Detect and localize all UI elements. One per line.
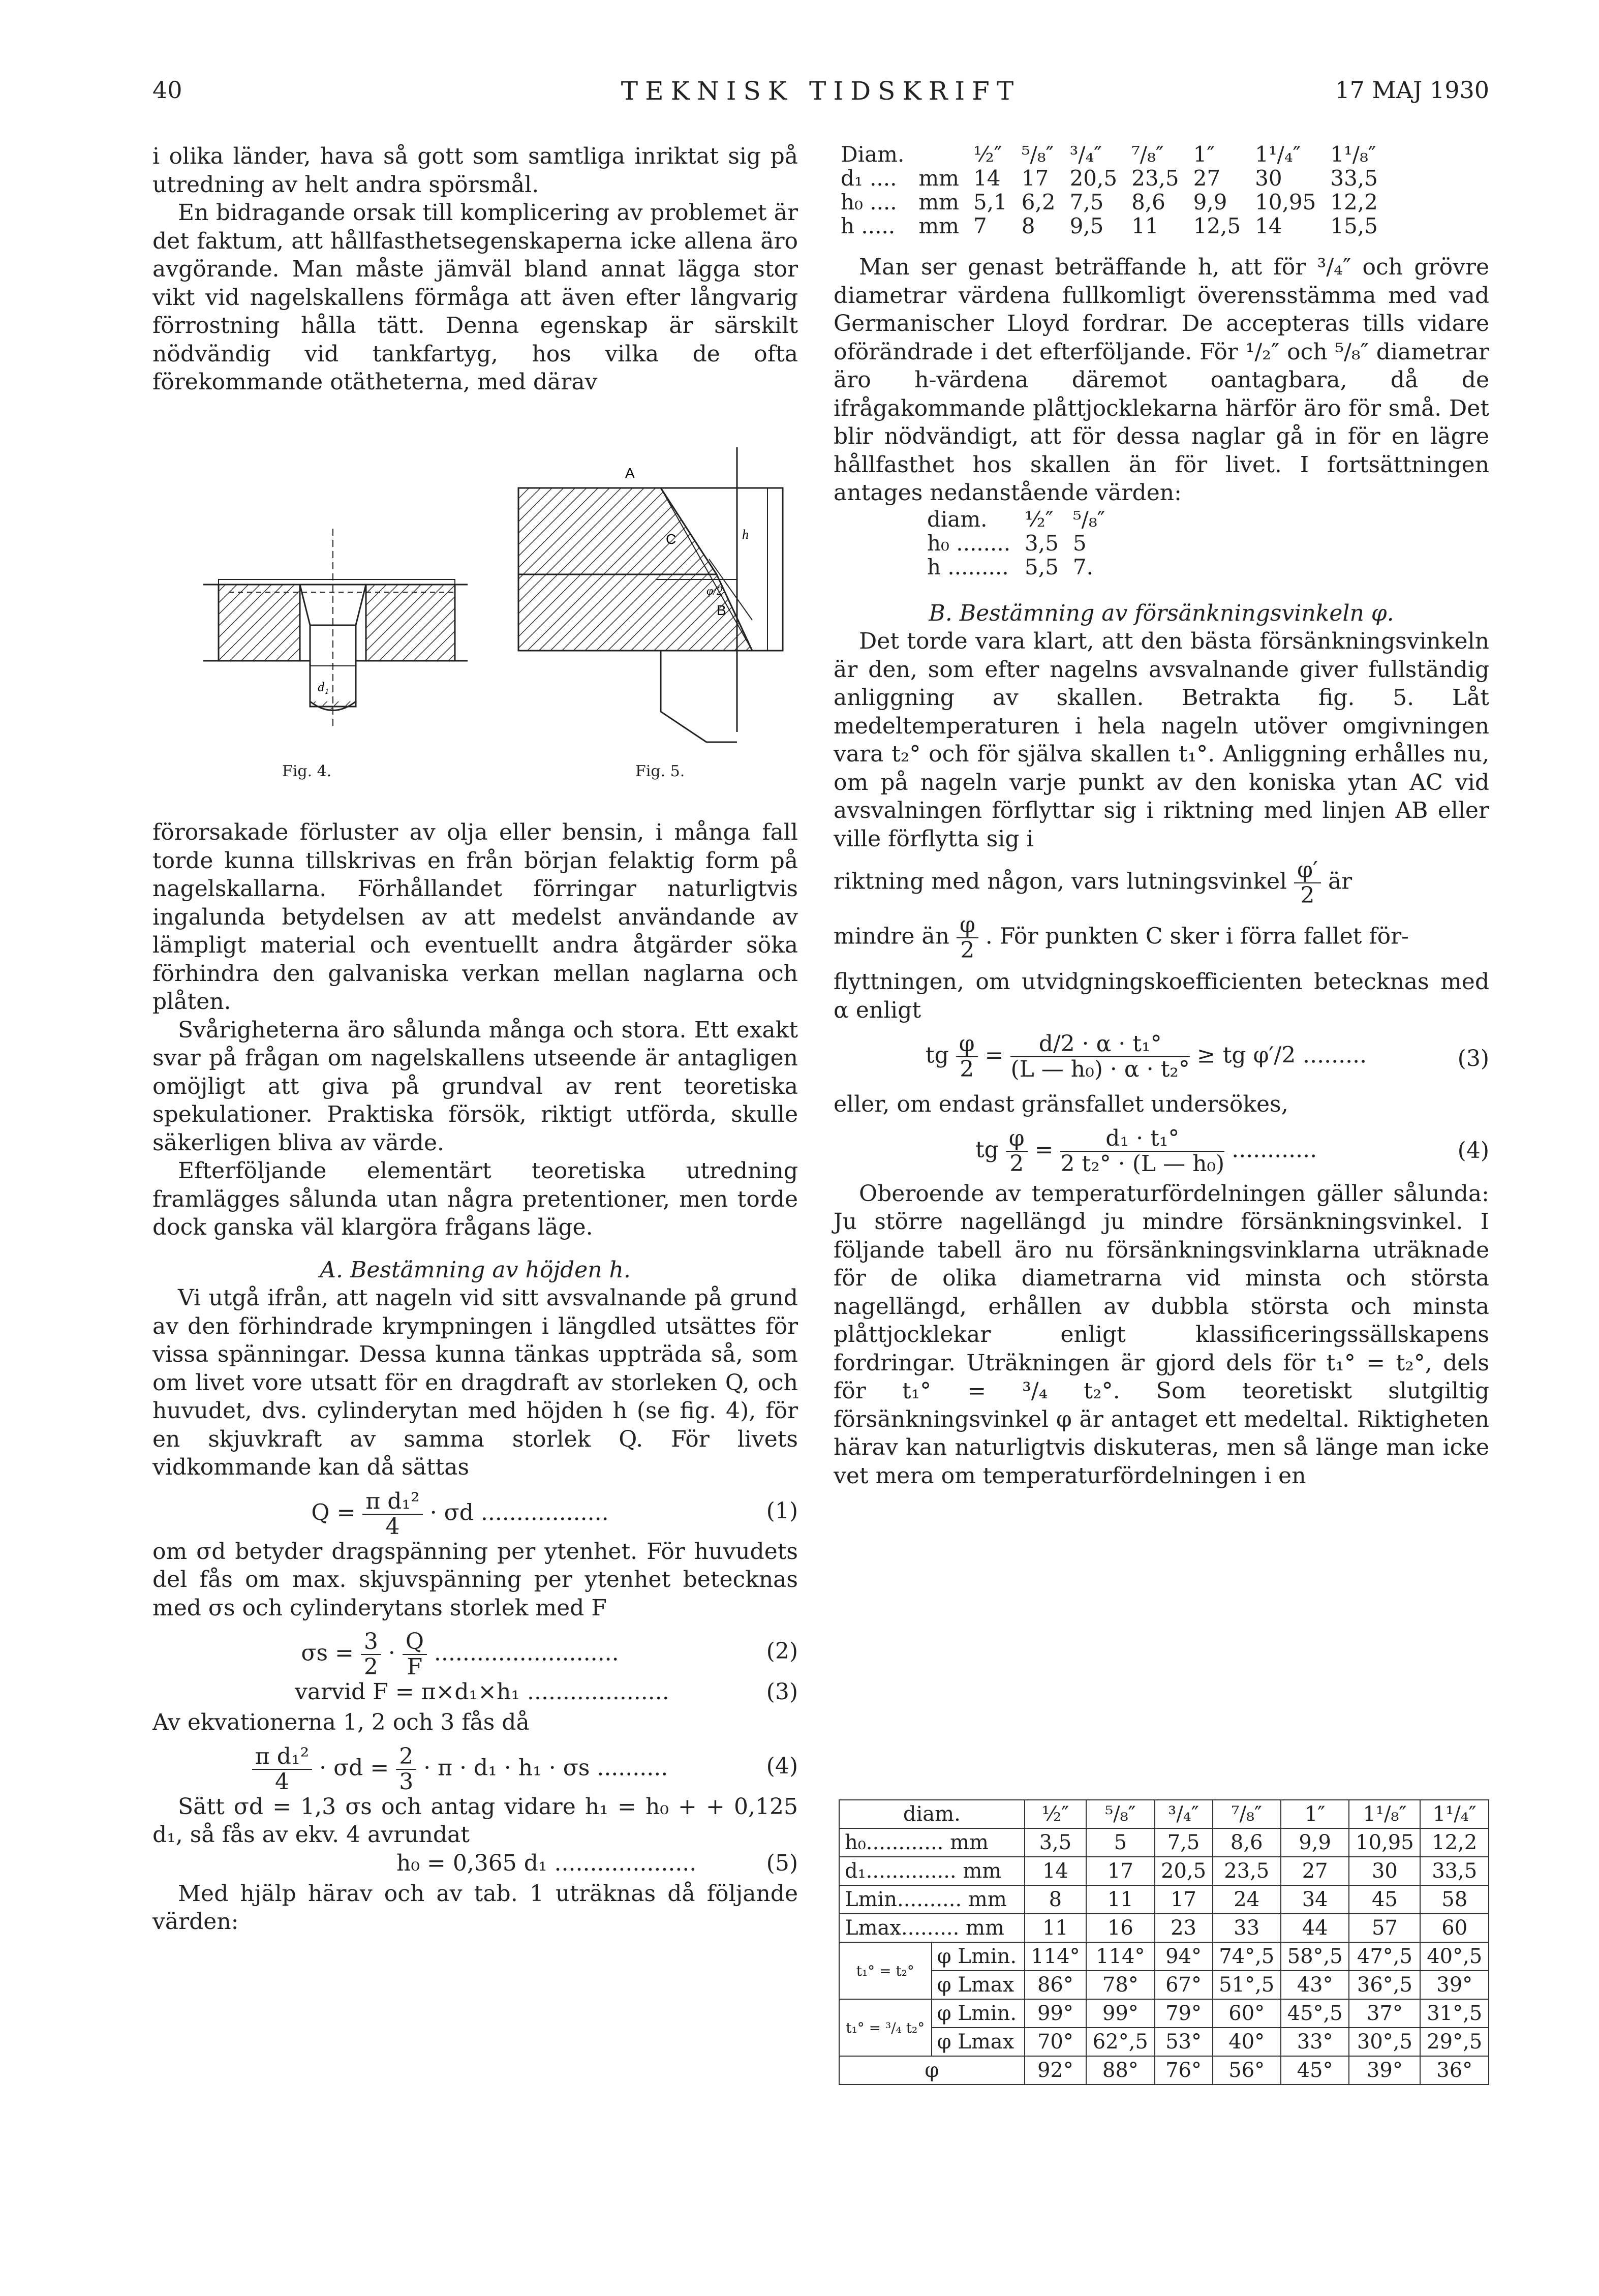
table-cell: 7,5	[1155, 1828, 1213, 1857]
table-cell: Lmax......... mm	[839, 1914, 1025, 1942]
table-cell: 6,2	[1021, 190, 1056, 215]
table-cell: 39°	[1349, 2056, 1420, 2085]
table-cell: 27	[1193, 166, 1221, 191]
eq-r3-rhs: ≥ tg φ′/2 .........	[1196, 1042, 1367, 1068]
table-row	[839, 1942, 1489, 1971]
eq-r3-number: (3)	[1457, 1046, 1489, 1072]
table-cell: 53°	[1155, 2028, 1213, 2056]
paragraph: Sätt σd = 1,3 σs och antag vidare h₁ = h₀ + + 0,125 d₁, så fås av ekv. 4 avrundat	[152, 1793, 798, 1848]
table-header-row	[834, 142, 1385, 166]
table-cell: 23,5	[1131, 166, 1179, 191]
text-fragment: . För punkten C sker i förra fallet för-	[985, 923, 1409, 950]
table-cell: 17	[1086, 1857, 1154, 1885]
table-cell: ³/₄″	[1069, 142, 1102, 167]
table-cell: 5,5	[1025, 554, 1059, 579]
table-cell: 8,6	[1213, 1828, 1281, 1857]
section-heading-a: A. Bestämning av höjden h.	[320, 1257, 631, 1283]
eq4-num1: π d₁²	[252, 1744, 312, 1770]
table-cell: 23,5	[1213, 1857, 1281, 1885]
table-cell: 12,5	[1193, 213, 1241, 238]
table-cell: 39°	[1420, 1971, 1489, 1999]
table-cell: 56°	[1213, 2056, 1281, 2085]
fig5-drawing	[518, 447, 783, 742]
eq1-rhs: · σd ..................	[429, 1499, 609, 1525]
text-fragment: mindre än	[834, 923, 949, 950]
table-cell: 34	[1281, 1885, 1349, 1914]
table-row	[839, 1971, 1489, 1999]
table-row	[834, 214, 1385, 238]
table-cell: 3,5	[1025, 1828, 1086, 1857]
table-cell: 5,1	[973, 190, 1007, 215]
table-header-row	[920, 507, 1112, 531]
table-cell: Lmin.......... mm	[839, 1885, 1025, 1914]
table-cell: h₀ ....	[841, 190, 897, 215]
table-cell: 15,5	[1330, 213, 1378, 238]
paragraph: Med hjälp härav och av tab. 1 uträknas då följande värden:	[152, 1880, 798, 1935]
paragraph: Svårigheterna äro sålunda många och stora. Ett exakt svar på frågan om nagelskallens utseende är antagligen omöjligt att giva på grundval av rent teoretiska spekulationer. Praktiska försök, riktigt utförda, skulle säkerligen bliva av värde.	[152, 1017, 798, 1156]
equation-r4: tg $\frac{\varphi}{2}$ = $\frac{\text{d₁ · t₁°}}{\text{2 t₂° · (L — h₀)}}$ ............ (4)	[975, 1125, 1489, 1177]
table-cell: 43°	[1281, 1971, 1349, 1999]
table-cell: 20,5	[1155, 1857, 1213, 1885]
section-heading-b: B. Bestämning av försänkningsvinkeln φ.	[929, 600, 1394, 626]
equation-2: σs = $\frac{3}{2}$ · $\frac{Q}{F}$ .......................... (2)	[301, 1629, 798, 1680]
table-header-row	[839, 1800, 1489, 1828]
table-cell: 79°	[1155, 1999, 1213, 2028]
table-cell: 23	[1155, 1914, 1213, 1942]
table-row	[920, 531, 1112, 555]
paragraph: i olika länder, hava så gott som samtliga inriktat sig på utredning av helt andra spörsmål.	[152, 143, 798, 198]
eq4-num2: 2	[396, 1744, 416, 1770]
eq-r3-lnum: φ	[956, 1032, 978, 1057]
paragraph: En bidragande orsak till komplicering av problemet är det faktum, att hållfasthetsegenskaperna icke allena äro avgörande. Man måste jämväl bland annat lägga stor vikt vid nagelskallens förmåga att även efter långvarig förrostning hålla tätt. Denna egenskap är särskilt nödvändig vid tankfartyg, hos vilka de ofta förekommande otätheterna, med därav	[152, 200, 798, 395]
text-fragment: riktning med någon, vars lutningsvinkel	[834, 868, 1287, 895]
table-cell: 31°,5	[1420, 1999, 1489, 2028]
eq4-den1: 4	[274, 1768, 289, 1795]
fig5-label-a: A	[625, 465, 635, 481]
table-cell: 14	[1025, 1857, 1086, 1885]
paragraph: Vi utgå ifrån, att nageln vid sitt avsvalnande på grund av den förhindrade krympningen i längdled utsättes för vissa spänningar. Dessa kunna tänkas uppträda så, som om livet vore utsatt för en dragdraft av storleken Q, och huvudet, dvs. cylinderytan med höjden h (se fig. 4), för en skjuvkraft av samma storlek Q. För livets vidkommande kan då sättas	[152, 1285, 798, 1480]
table-header-cell: ³/₄″	[1155, 1800, 1213, 1828]
frac-num: φ′	[1294, 858, 1321, 883]
paragraph: förorsakade förluster av olja eller bensin, i många fall torde kunna tillskrivas en från början felaktig form på nagelskallarna. Förhållandet förringar naturligtvis ingalunda betydelsen av att medelst användande av lämpligt material och eventuellt andra åtgärder söka förhindra den galvaniska verkan mellan naglarna och plåten.	[152, 819, 798, 1015]
journal-title: TEKNISK TIDSKRIFT	[621, 76, 1021, 106]
table-cell: 47°,5	[1349, 1942, 1420, 1971]
eq2-dots: ..........................	[434, 1640, 619, 1666]
eq2-lhs: σs =	[301, 1640, 354, 1666]
table-cell: 5	[1086, 1828, 1154, 1857]
table-row	[839, 1999, 1489, 2028]
table-cell: 16	[1086, 1914, 1154, 1942]
table-cell: 57	[1349, 1914, 1420, 1942]
table-cell: 12,2	[1330, 190, 1378, 215]
right-column	[834, 142, 1489, 1490]
table-cell: d₁.............. mm	[839, 1857, 1025, 1885]
eq2-num1: 3	[361, 1630, 381, 1655]
table-cell: 45°,5	[1281, 1999, 1349, 2028]
table-cell: 11	[1131, 213, 1159, 238]
table-cell: 17	[1155, 1885, 1213, 1914]
table-row	[839, 1857, 1489, 1885]
table-cell: 60°	[1213, 1999, 1281, 2028]
paragraph: Oberoende av temperaturfördelningen gäller sålunda: Ju större nagellängd ju mindre försänkningsvinkel. I följande tabell äro nu försänkningsvinklarna uträknade för de olika diametrarna vid minsta och största nagellängd, erhållen av dubbla största och minsta plåttjocklekar enligt klassificeringssällskapens fordringar. Uträkningen är gjord dels för t₁° = t₂°, dels för t₁° = ³/₄ t₂°. Som teoretiskt slutgiltig försänkningsvinkel φ är antaget ett medeltal. Riktigheten härav kan naturligtvis diskuteras, men så länge man icke vet mera om temperaturfördelningen i en	[834, 1180, 1489, 1489]
equation-1	[152, 1482, 798, 1538]
table-cell: 40°,5	[1420, 1942, 1489, 1971]
paragraph: eller, om endast gränsfallet undersökes,	[834, 1091, 1288, 1117]
table-cell: mm	[918, 190, 959, 215]
frac-den: 2	[960, 937, 975, 963]
eq5-text: h₀ = 0,365 d₁ ....................	[396, 1850, 697, 1876]
eq-r4-tg: tg	[975, 1137, 999, 1162]
running-header	[152, 76, 1489, 117]
equation-4	[152, 1737, 798, 1793]
table-row	[839, 1828, 1489, 1857]
table-cell: 1¹/₈″	[1330, 142, 1376, 167]
group-label: t₁° = ³/₄ t₂°	[839, 1999, 932, 2056]
table-cell: 86°	[1025, 1971, 1086, 1999]
table-header-cell: 1¹/₄″	[1420, 1800, 1489, 1828]
table-cell: diam.	[927, 506, 988, 532]
paragraph-inline-fraction	[834, 858, 1489, 908]
table-cell: 11	[1086, 1885, 1154, 1914]
group-label: t₁° = t₂°	[839, 1942, 932, 1999]
table-row	[920, 555, 1112, 579]
eq2-den1: 2	[363, 1654, 378, 1680]
table-cell: 36°,5	[1349, 1971, 1420, 1999]
table-row	[834, 166, 1385, 190]
eq4-mid: · σd =	[319, 1755, 389, 1781]
table-header-cell: diam.	[839, 1800, 1025, 1828]
table-cell: 45	[1349, 1885, 1420, 1914]
table-row	[839, 2028, 1489, 2056]
eq4-den2: 3	[399, 1768, 414, 1795]
eq1-den: 4	[385, 1513, 400, 1540]
equation-3	[152, 1678, 798, 1708]
table-cell: 30	[1255, 166, 1282, 191]
table-cell: 24	[1213, 1885, 1281, 1914]
table-cell: Diam.	[841, 142, 905, 167]
eq3-number: (3)	[766, 1679, 798, 1705]
small-diameter-table	[920, 507, 1112, 579]
table-cell: ½″	[973, 142, 1002, 167]
table-cell: 10,95	[1349, 1828, 1420, 1857]
table-cell: φ Lmin.	[932, 1942, 1025, 1971]
fig5-label-c: C	[666, 531, 676, 547]
eq-r3-num: d/2 · α · t₁°	[1010, 1032, 1189, 1057]
table-row	[839, 2056, 1489, 2085]
table-cell: 78°	[1086, 1971, 1154, 1999]
table-cell: 8	[1025, 1885, 1086, 1914]
table-row	[834, 190, 1385, 214]
eq4-number: (4)	[766, 1753, 798, 1779]
paragraph: Man ser genast beträffande h, att för ³/₄″ och grövre diametrar värdena fullkomligt överensstämma med vad Germanischer Lloyd fordrar. De accepteras tills vidare oförändrade i det efterföljande. För ¹/₂″ och ⁵/₈″ diametrar äro h-värdena däremot oantagbara, då de ifrågakommande plåttjocklekarna härför äro för små. Det blir nödvändigt, att för dessa naglar gå in för en lägre hållfasthet hos skallen än för livet. I fortsättningen antages nedanstående värden:	[834, 254, 1489, 506]
table-cell: ⁵/₈″	[1072, 506, 1105, 532]
table-cell: 33,5	[1330, 166, 1378, 191]
table-cell: 58	[1420, 1885, 1489, 1914]
table-cell: 60	[1420, 1914, 1489, 1942]
table-header-cell: ⁷/₈″	[1213, 1800, 1281, 1828]
table-cell: h₀ ........	[927, 530, 1011, 556]
eq-r4-rhs: ............	[1232, 1137, 1317, 1162]
issue-date: 17 MAJ 1930	[1335, 76, 1489, 104]
table-cell: 7	[973, 213, 987, 238]
fig5-label-h: h	[742, 527, 749, 542]
table-cell: 45°	[1281, 2056, 1349, 2085]
table-cell: 37°	[1349, 1999, 1420, 2028]
diameter-table	[834, 142, 1385, 238]
rivet-figures-drawing	[152, 427, 798, 793]
table-cell: 5	[1072, 530, 1087, 556]
paragraph: Av ekvationerna 1, 2 och 3 fås då	[152, 1709, 530, 1735]
table-cell: 27	[1281, 1857, 1349, 1885]
table-header-cell: 1″	[1281, 1800, 1349, 1828]
table-cell: 114°	[1086, 1942, 1154, 1971]
table-cell: 7,5	[1069, 190, 1104, 215]
table-cell: 9,9	[1193, 190, 1227, 215]
table-cell: 88°	[1086, 2056, 1154, 2085]
table-cell: h .....	[841, 213, 896, 238]
eq4-rhs: · π · d₁ · h₁ · σs ..........	[423, 1755, 668, 1781]
table-cell: 12,2	[1420, 1828, 1489, 1857]
table-cell: 11	[1025, 1914, 1086, 1942]
table-header-cell: 1¹/₈″	[1349, 1800, 1420, 1828]
table-cell: 44	[1281, 1914, 1349, 1942]
eq-r4-den: 2 t₂° · (L — h₀)	[1060, 1150, 1225, 1177]
table-cell: φ Lmin.	[932, 1999, 1025, 2028]
fig5-label-b: B	[717, 602, 726, 618]
eq-r3-tg: tg	[925, 1042, 949, 1068]
table-header-cell: ⁵/₈″	[1086, 1800, 1154, 1828]
table-cell: 92°	[1025, 2056, 1086, 2085]
table-cell: 67°	[1155, 1971, 1213, 1999]
table-cell: φ	[839, 2056, 1025, 2085]
countersink-angle-table	[839, 1799, 1489, 2085]
table-cell: 74°,5	[1213, 1942, 1281, 1971]
table-cell: 8	[1021, 213, 1035, 238]
page-number: 40	[152, 76, 182, 104]
table-cell: h₀............ mm	[839, 1828, 1025, 1857]
table-cell: 51°,5	[1213, 1971, 1281, 1999]
fig4-caption: Fig. 4.	[282, 762, 332, 780]
equation-5	[152, 1849, 798, 1880]
table-cell: 1¹/₄″	[1255, 142, 1301, 167]
table-cell: 33°	[1281, 2028, 1349, 2056]
table-cell: 14	[1255, 213, 1282, 238]
eq-r4-lnum: φ	[1006, 1126, 1028, 1152]
table-cell: 76°	[1155, 2056, 1213, 2085]
eq-r4-num: d₁ · t₁°	[1060, 1126, 1224, 1152]
left-column-bottom	[152, 818, 798, 1936]
table-cell: φ Lmax	[932, 2028, 1025, 2056]
paragraph-inline-fraction	[834, 913, 1489, 963]
eq5-number: (5)	[766, 1850, 798, 1876]
angle-table-container	[839, 1799, 1489, 2085]
fig4-drawing	[203, 529, 468, 727]
table-cell: 10,95	[1255, 190, 1316, 215]
text-fragment: är	[1328, 868, 1352, 895]
table-cell	[911, 142, 966, 166]
paragraph: om σd betyder dragspänning per ytenhet. För huvudets del fås om max. skjuvspänning per ytenhet betecknas med σs och cylinderytans storlek med F	[152, 1538, 798, 1621]
table-cell: 58°,5	[1281, 1942, 1349, 1971]
eq2-den2: F	[407, 1654, 423, 1680]
eq1-num: π d₁²	[362, 1489, 422, 1515]
table-cell: 33	[1213, 1914, 1281, 1942]
table-cell: 114°	[1025, 1942, 1086, 1971]
table-cell: d₁ ....	[841, 166, 897, 191]
table-cell: 7.	[1072, 554, 1093, 579]
equation-r3: tg $\frac{\varphi}{2}$ = $\frac{\text{d/2 · α · t₁°}}{\text{(L — h₀) · α · t₂°}}$ ≥ tg φ′/2 ......... (3)	[925, 1031, 1489, 1082]
paragraph: Efterföljande elementärt teoretiska utredning framlägges sålunda utan några pretentioner, men torde dock ganska väl klargöra frågans läge.	[152, 1158, 798, 1240]
table-cell: 1″	[1193, 142, 1215, 167]
table-cell: 30°,5	[1349, 2028, 1420, 2056]
table-cell: 33,5	[1420, 1857, 1489, 1885]
eq-r4-lden: 2	[1009, 1150, 1024, 1177]
table-cell: 3,5	[1025, 530, 1059, 556]
table-cell: 94°	[1155, 1942, 1213, 1971]
table-cell: 99°	[1025, 1999, 1086, 2028]
table-cell: 62°,5	[1086, 2028, 1154, 2056]
fig4-label-d1: d₁	[318, 680, 329, 694]
table-cell: mm	[918, 166, 959, 191]
table-cell: 70°	[1025, 2028, 1086, 2056]
frac-den: 2	[1300, 882, 1315, 908]
table-cell: 20,5	[1069, 166, 1118, 191]
paragraph: Det torde vara klart, att den bästa försänkningsvinkeln är den, som efter nagelns avsvalnande giver fullständig anliggning av skallen. Betrakta fig. 5. Låt medeltemperaturen i hela nageln utöver omgivningen vara t₂° och för själva skallen t₁°. Anliggning erhålles nu, om på nageln varje punkt av den koniska ytan AC vid avsvalningen förflyttar sig i riktning med linjen AB eller ville förflytta sig i	[834, 628, 1489, 852]
table-cell: ½″	[1025, 506, 1054, 532]
eq2-number: (2)	[766, 1638, 798, 1664]
eq3-text: varvid F = π×d₁×h₁ ....................	[295, 1679, 669, 1705]
fig5-caption: Fig. 5.	[635, 762, 685, 780]
table-cell: mm	[918, 213, 959, 238]
left-column-top	[152, 142, 798, 396]
eq1-number: (1)	[766, 1497, 798, 1524]
table-cell: ⁵/₈″	[1021, 142, 1054, 167]
table-header-cell: ½″	[1025, 1800, 1086, 1828]
table-row	[839, 1885, 1489, 1914]
table-cell: 9,9	[1281, 1828, 1349, 1857]
eq2-num2: Q	[403, 1630, 427, 1655]
eq1-lhs: Q =	[311, 1499, 356, 1525]
table-cell: 14	[973, 166, 1001, 191]
table-row	[839, 1914, 1489, 1942]
eq-r4-number: (4)	[1457, 1137, 1489, 1164]
table-cell: 17	[1021, 166, 1049, 191]
table-cell: 99°	[1086, 1999, 1154, 2028]
table-cell: 9,5	[1069, 213, 1104, 238]
table-cell: h .........	[927, 554, 1009, 579]
eq-r3-den: (L — h₀) · α · t₂°	[1010, 1056, 1190, 1082]
paragraph: flyttningen, om utvidgningskoefficienten betecknas med α enligt	[834, 969, 1489, 1023]
table-cell: ⁷/₈″	[1131, 142, 1164, 167]
eq-r3-lden: 2	[960, 1056, 974, 1082]
figures-4-5	[152, 427, 798, 793]
fig5-label-phi: φ/2	[706, 585, 723, 598]
table-cell: 36°	[1420, 2056, 1489, 2085]
frac-num: φ	[957, 913, 978, 938]
table-cell: 30	[1349, 1857, 1420, 1885]
table-cell: φ Lmax	[932, 1971, 1025, 1999]
table-cell: 8,6	[1131, 190, 1165, 215]
table-cell: 40°	[1213, 2028, 1281, 2056]
table-cell: 29°,5	[1420, 2028, 1489, 2056]
